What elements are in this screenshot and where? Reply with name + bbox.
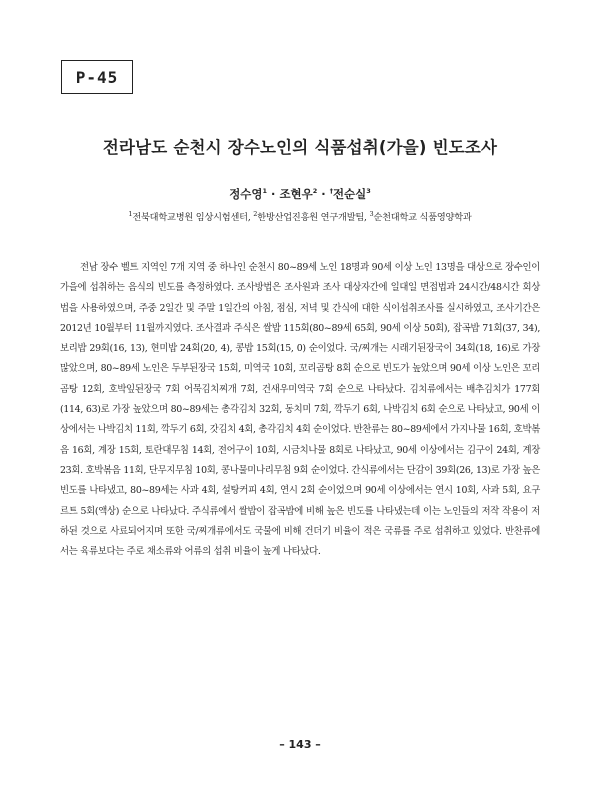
page-number: – 143 – [279,738,321,751]
session-code: P-45 [75,67,119,87]
affiliation: $^3$순천대학교 식품영양학과 [369,209,472,223]
affiliation: $^1$전북대학교병원 임상시험센터 [128,209,248,223]
author-separator: · [267,187,280,201]
paper-title: 전라남도 순천시 장수노인의 식품섭취(가을) 빈도조사 [102,138,498,157]
affiliation: $^2$한방산업진흥원 연구개발팀 [253,209,365,223]
corresponding-author-name: †전순실$^3$ [329,187,371,201]
author-name: 정수영$^1$ [229,187,268,201]
affiliations: $^1$전북대학교병원 임상시험센터, $^2$한방산업진흥원 연구개발팀, $^3$순천대학교 식품영양학과 [128,209,472,223]
author-list [0,186,600,202]
abstract-body: 전남 장수 벨트 지역인 7개 지역 중 하나인 순천시 80~89세 노인 18명과 90세 이상 노인 13명을 대상으로 장수인이 가을에 섭취하는 음식의 빈도를 측정하였다. 조사방법은 조사원과 조사 대상자간에 일대일 면접법과 24시간/48시간 회상법을 사용하였으며, 주중 2일간 및 주말 1일간의 아침, 점심, 저녁 및 간식에 대한 식이섭취조사를 실시하였고, 조사기간은 2012년 10월부터 11월까지였다. 조사결과 주식은 쌀밥 115회(80~89세 65회, 90세 이상 50회), 잡곡밥 71회(37, 34), 보리밥 29회(16, 13), 현미밥 24회(20, 4), 콩밥 15회(15, 0) 순이었다. 국/찌개는 시래기된장국이 34회(18, 16)로 가장 많았으며, 80~89세 노인은 두부된장국 15회, 미역국 10회, 꼬리곰탕 8회 순으로 빈도가 높았으며 90세 이상 노인은 꼬리곰탕 12회, 호박잎된장국 7회 어묵김치찌개 7회, 건새우미역국 7회 순으로 나타났다. 김치류에서는 배추김치가 177회(114, 63)로 가장 높았으며 80~89세는 총각김치 32회, 동치미 7회, 깍두기 6회, 나박김치 6회 순으로 나타났고, 90세 이상에서는 나박김치 11회, 깍두기 6회, 갓김치 4회, 총각김치 4회 순이었다. 반찬류는 80~89세에서 가지나물 16회, 호박볶음 16회, 계장 15회, 토란대무침 14회, 전어구이 10회, 시금치나물 8회로 나타났고, 90세 이상에서는 김구이 24회, 계장 23회. 호박볶음 11회, 단무지무침 10회, 콩나물미나리무침 9회 순이었다. 간식류에서는 단감이 39회(26, 13)로 가장 높은 빈도를 나타냈고, 80~89세는 사과 4회, 설탕커피 4회, 연시 2회 순이었으며 90세 이상에서는 연시 10회, 사과 5회, 요구르트 5회(액상) 순으로 나타났다. 주식류에서 쌀밥이 잡곡밥에 비해 높은 빈도를 나타냈는데 이는 노인들의 저작 작용이 저하된 것으로 사료되어지며 또한 국/찌개류에서도 국물에 비해 건더기 비율이 적은 국류를 주로 섭취하고 있었다. 반찬류에서는 육류보다는 주로 채소류와 어류의 섭취 비율이 높게 나타났다. [60,262,540,558]
author-name: 조현우$^2$ [279,187,318,201]
author-separator: · [317,187,330,201]
session-code-box [61,60,133,94]
